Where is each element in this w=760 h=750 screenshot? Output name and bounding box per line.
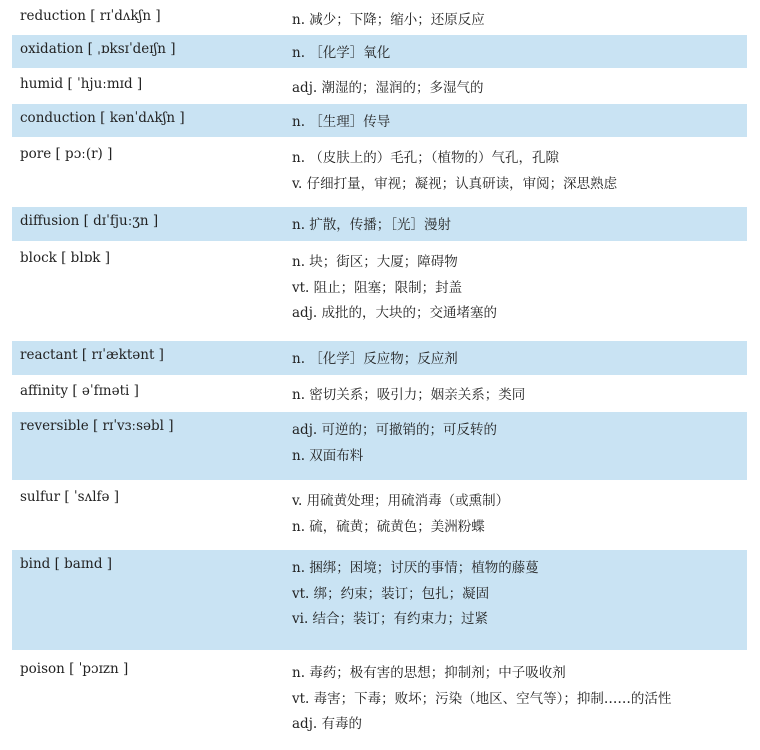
part-of-speech: vt. [292, 279, 310, 296]
definition-line [292, 556, 539, 576]
definition-text: ［化学］氧化 [305, 45, 391, 61]
definition-text: 双面布料 [305, 447, 364, 464]
definition-line [292, 444, 363, 464]
definition-line [292, 582, 489, 602]
definition-text: 结合；装订；有约束力；过紧 [308, 611, 489, 627]
definition-text: 可逆的；可撤销的；可反转的 [317, 422, 497, 438]
vocab-row [12, 655, 747, 747]
definition-line [292, 41, 390, 61]
definition-line [292, 687, 671, 707]
definition-line [292, 276, 462, 296]
definition-text: 硫，硫黄；硫黄色；美洲粉蝶 [305, 518, 485, 535]
definition-text: 绑；约束；装订；包扎；凝固 [309, 585, 490, 602]
vocab-row [12, 70, 747, 102]
definition-line [292, 515, 485, 535]
vocab-row [12, 35, 747, 68]
part-of-speech: n. [292, 150, 305, 166]
definition-text: ［生理］传导 [305, 114, 391, 130]
vocab-word: block [ blɒk ] [20, 250, 111, 266]
vocab-row [12, 483, 747, 547]
definition-text: 成批的，大块的；交通堵塞的 [317, 305, 497, 321]
vocab-word: affinity [ əˈfɪnəti ] [20, 383, 139, 399]
definition-text: 减少；下降；缩小；还原反应 [305, 12, 485, 28]
definition-line [292, 172, 617, 192]
part-of-speech: n. [292, 217, 305, 233]
part-of-speech: adj. [292, 80, 318, 96]
part-of-speech: vt. [292, 585, 310, 602]
definition-text: 阻止；阻塞；限制；封盖 [309, 279, 463, 296]
definition-line [292, 383, 525, 403]
vocab-word: bind [ baɪnd ] [20, 556, 113, 572]
part-of-speech: vi. [292, 611, 309, 627]
vocab-word: oxidation [ ˌɒksɪˈdeɪʃn ] [20, 41, 176, 57]
vocab-row [12, 377, 747, 409]
definition-text: 捆绑；困境；讨厌的事情；植物的藤蔓 [305, 560, 539, 576]
vocab-word: reduction [ rɪˈdʌkʃn ] [20, 8, 161, 24]
definition-text: ［化学］反应物；反应剂 [305, 351, 458, 367]
definition-text: 块；街区；大厦；障碍物 [305, 254, 458, 270]
vocab-row [12, 2, 747, 32]
vocab-word: reversible [ rɪˈvɜːsəbl ] [20, 418, 174, 434]
definition-line [292, 301, 497, 321]
part-of-speech: v. [292, 493, 303, 509]
definition-text: 毒害；下毒；败坏；污染（地区、空气等）；抑制……的活性 [309, 690, 672, 707]
definition-line [292, 250, 458, 270]
vocab-row [12, 104, 747, 137]
part-of-speech: vt. [292, 690, 310, 707]
part-of-speech: adj. [292, 305, 318, 321]
definition-line [292, 110, 390, 130]
definition-text: 密切关系；吸引力；姻亲关系；类同 [305, 387, 526, 403]
vocab-row [12, 412, 747, 480]
definition-line [292, 347, 458, 367]
vocab-word: humid [ ˈhjuːmɪd ] [20, 76, 143, 92]
definition-line [292, 712, 362, 732]
part-of-speech: n. [292, 114, 305, 130]
definition-text: 用硫黄处理；用硫消毒（或熏制） [302, 493, 510, 509]
vocab-word: conduction [ kənˈdʌkʃn ] [20, 110, 185, 126]
part-of-speech: n. [292, 387, 305, 403]
definition-text: 扩散，传播；［光］漫射 [305, 217, 452, 233]
vocab-row [12, 341, 747, 375]
definition-text: （皮肤上的）毛孔；（植物的）气孔，孔隙 [305, 150, 560, 166]
vocab-word: pore [ pɔː(r) ] [20, 146, 113, 162]
definition-line [292, 146, 559, 166]
vocab-word: reactant [ rɪˈæktənt ] [20, 347, 164, 363]
part-of-speech: adj. [292, 716, 318, 732]
part-of-speech: n. [292, 12, 305, 28]
definition-line [292, 661, 566, 681]
vocab-row [12, 207, 747, 241]
part-of-speech: n. [292, 560, 305, 576]
definition-text: 潮湿的；湿润的；多湿气的 [317, 80, 484, 96]
definition-line [292, 489, 509, 509]
vocab-word: poison [ ˈpɔɪzn ] [20, 661, 129, 677]
vocab-word: diffusion [ dɪˈfjuːʒn ] [20, 213, 159, 229]
part-of-speech: adj. [292, 422, 318, 438]
definition-line [292, 8, 485, 28]
definition-text: 仔细打量，审视；凝视；认真研读，审阅；深思熟虑 [302, 175, 618, 192]
vocab-row [12, 140, 747, 202]
part-of-speech: n. [292, 665, 305, 681]
part-of-speech: n. [292, 351, 305, 367]
vocab-row [12, 550, 747, 650]
part-of-speech: v. [292, 175, 303, 192]
definition-text: 有毒的 [317, 716, 362, 732]
vocab-row [12, 244, 747, 338]
definition-line [292, 213, 451, 233]
part-of-speech: n. [292, 518, 305, 535]
definition-line [292, 76, 483, 96]
vocab-word: sulfur [ ˈsʌlfə ] [20, 489, 120, 505]
part-of-speech: n. [292, 447, 305, 464]
part-of-speech: n. [292, 45, 305, 61]
definition-line [292, 607, 488, 627]
definition-line [292, 418, 497, 438]
part-of-speech: n. [292, 254, 305, 270]
definition-text: 毒药；极有害的思想；抑制剂；中子吸收剂 [305, 665, 566, 681]
